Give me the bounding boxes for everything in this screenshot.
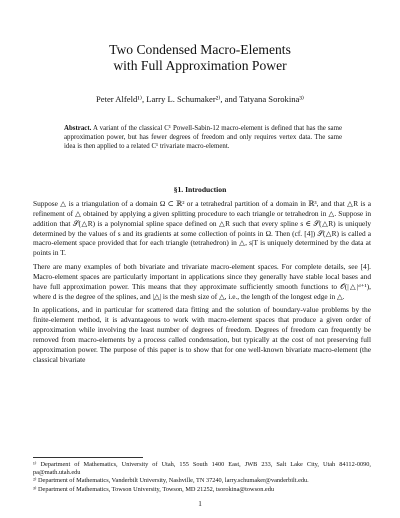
- title-line-1: Two Condensed Macro-Elements: [109, 42, 291, 57]
- footnote: ¹⁾ Department of Mathematics, University of Utah, 155 South 1400 East, JWB 233, Salt Lake City, Utah 84112-0090, pa@math.utah.edu: [33, 461, 371, 477]
- author-list: Peter Alfeld¹⁾, Larry L. Schumaker²⁾, and Tatyana Sorokina³⁾: [95, 94, 305, 104]
- section-heading: §1. Introduction: [173, 185, 227, 194]
- abstract-text: A variant of the classical C¹ Powell-Sabin-12 macro-element is defined that has the same approximation power, but has fewer degrees of freedom and only requires vertex data. The same idea is then applied to a related C¹ trivariate macro-element.: [64, 125, 342, 150]
- body-text: [33, 199, 371, 365]
- footnotes: [33, 461, 371, 494]
- paper-title: [0, 42, 400, 74]
- abstract-label: Abstract.: [64, 125, 92, 132]
- paragraph: There are many examples of both bivariate and trivariate macro-element spaces. For complete details, see [4]. Macro-element spaces are particularly important in applications since they generally have stable local bases and have full approximation power. This means that they approximate sufficiently smooth functions to 𝒪(|△|ᵈ⁺¹), where d is the degree of the splines, and |△| is the mesh size of △, i.e., the length of the longest edge in △.: [33, 262, 371, 301]
- footnote-divider: [33, 457, 143, 458]
- paragraph: In applications, and in particular for scattered data fitting and the solution of boundary-value problems by the finite-element method, it is advantageous to work with macro-element spaces that produce a given order of approximation while involving the least number of degrees of freedom. Degrees of freedom can frequently be removed from macro-elements by a process called condensation, but typically at the cost of not preserving full approximation power. The purpose of this paper is to show that for one well-known bivariate macro-element (the classical bivariate: [33, 305, 371, 364]
- title-line-2: with Full Approximation Power: [113, 58, 287, 73]
- footnote: ³⁾ Department of Mathematics, Towson University, Towson, MD 21252, tsorokina@towson.edu: [33, 485, 275, 493]
- abstract: [64, 125, 342, 152]
- paragraph: Suppose △ is a triangulation of a domain Ω ⊂ ℝ² or a tetrahedral partition of a domain in ℝ³, and that △R is a refinement of △ obtained by applying a given splitting procedure to each triangle or tetrahedron in △. Suppose in addition that 𝒮(△R) is a polynomial spline space defined on △R such that every spline s ∈ 𝒮(△R) is uniquely determined by the values of s and its gradients at some collection of points in Ω. Then (cf. [4]) 𝒮(△R) is called a macro-element space provided that for each triangle (tetrahedron) in △, s|T is uniquely determined by the data at points in T.: [33, 199, 371, 258]
- page-number: 1: [198, 500, 202, 508]
- footnote: ²⁾ Department of Mathematics, Vanderbilt University, Nashville, TN 37240, larry.schumaker@vanderbilt.edu.: [33, 477, 309, 485]
